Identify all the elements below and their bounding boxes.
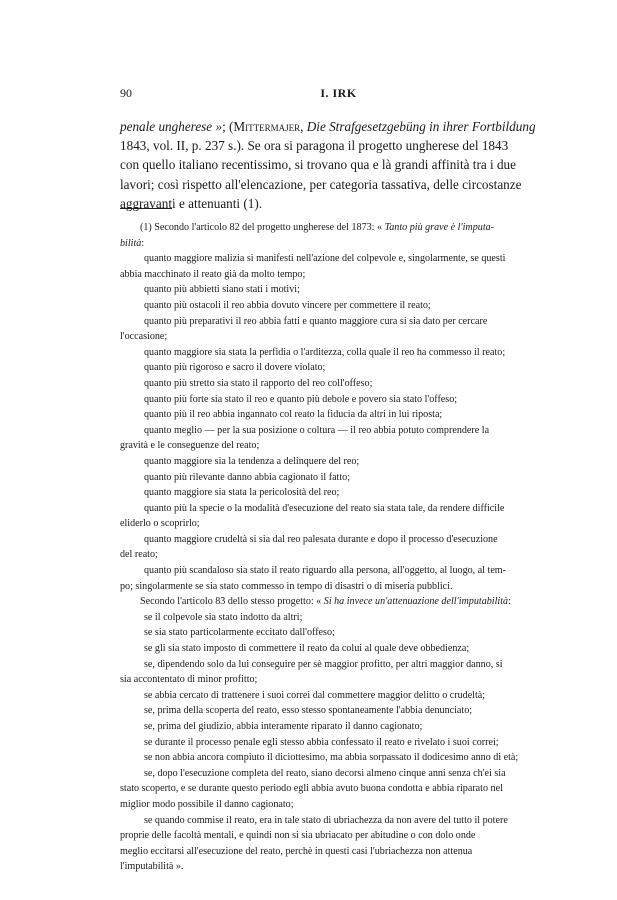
- body-line: [120, 117, 557, 136]
- footnote-line: quanto più rigoroso e sacro il dovere violato;: [144, 362, 326, 374]
- page-header: [120, 86, 557, 104]
- footnote-quote: Si ha invece un'attenuazione dell'imputabilità: [323, 596, 509, 608]
- footnote-line: proprie delle facoltà mentali, e quindi non si sia ubriacato per abitudine o con dolo onde: [120, 830, 476, 842]
- body-text-fragment: ; (: [222, 119, 234, 134]
- footnote-text: Secondo l'articolo 83 dello stesso progetto: «: [140, 596, 324, 608]
- body-paragraph: [120, 117, 557, 213]
- footnote-line: quanto più rilevante danno abbia cagionato il fatto;: [144, 471, 351, 483]
- footnote-line: quanto più abbietti siano stati i motivi;: [144, 284, 300, 296]
- footnote-line: se abbia cercato di trattenere i suoi correi dal commettere maggior delitto o crudeltà;: [144, 689, 486, 701]
- footnote-line: se, prima del giudizio, abbia interamente riparato il danno cagionato;: [144, 721, 423, 732]
- book-title: Die Strafgesetzgebüng in ihrer Fortbildung: [306, 119, 536, 134]
- body-line: con quello italiano recentissimo, si trovano qua e là grandi affinità tra i due: [120, 157, 516, 173]
- footnote-line: quanto più preparativi il reo abbia fatti e quanto maggiore cura si sia dato per cercare: [144, 315, 488, 327]
- footnote-text: (1) Secondo l'articolo 82 del progetto ungherese del 1873: «: [140, 222, 385, 233]
- footnote-line: [120, 594, 557, 610]
- footnote-line: del reato;: [120, 549, 158, 561]
- footnote-line: eliderlo o scoprirlo;: [120, 518, 200, 530]
- footnote-line: se il colpevole sia stato indotto da altri;: [144, 611, 303, 623]
- page-number: 90: [120, 86, 132, 100]
- footnote-line: quanto più ostacoli il reo abbia dovuto vincere per commettere il reato;: [144, 299, 431, 311]
- footnote-line: l'imputabilità ».: [120, 861, 184, 873]
- body-line: 1843, vol. II, p. 237 s.). Se ora si paragona il progetto ungherese del 1843: [120, 138, 509, 154]
- footnote-line: [120, 236, 557, 252]
- body-text-fragment: ,: [300, 119, 307, 134]
- footnote-line: quanto maggiore sia la tendenza a delinquere del reo;: [144, 455, 360, 467]
- footnote-quote: bilità: [120, 237, 142, 249]
- footnote-line: miglior modo possibile il danno cagionato;: [120, 798, 294, 810]
- footnote-line: quanto più il reo abbia ingannato col reato la fiducia da altri in lui riposta;: [144, 409, 443, 421]
- body-italic-quote: penale ungherese »: [120, 119, 223, 134]
- footnote-line: abbia macchinato il reato già da molto tempo;: [120, 268, 306, 280]
- footnote-line: se, dipendendo solo da lui conseguire per sè maggior profitto, per altri maggior danno, si: [144, 658, 503, 670]
- body-line: lavori; così rispetto all'elencazione, per categoria tassativa, delle circostanze: [120, 176, 522, 192]
- footnote-line: sia accontentato di minor profitto;: [120, 674, 258, 686]
- footnote-separator: [120, 208, 172, 209]
- footnote-line: se durante il processo penale egli stesso abbia confessato il reato e rivelato i suoi correi;: [144, 736, 499, 748]
- footnote-line: quanto più la specie o la modalità d'esecuzione del reato sia stata tale, da rendere difficile: [144, 502, 505, 514]
- footnote-line: se gli sia stato imposto di commettere il reato da colui al quale deve obbedienza;: [144, 643, 470, 655]
- footnote-line: quanto maggiore sia stata la pericolosità del reo;: [144, 487, 340, 499]
- footnote-text: :: [141, 237, 145, 249]
- footnote-line: quanto più stretto sia stato il rapporto del reo coll'offeso;: [144, 377, 373, 389]
- footnote-line: quanto maggiore sia stata la perfidia o l'arditezza, colla quale il reo ha commesso il reato;: [144, 346, 506, 358]
- footnote-quote: Tanto più grave è l'imputa-: [384, 222, 495, 233]
- footnote-line: meglio eccitarsi all'esecuzione del reato, perchè in questi casi l'ubriachezza non attenua: [120, 845, 473, 857]
- footnote-line: se quando commise il reato, era in tale stato di ubriachezza da non avere del tutto il potere: [144, 814, 508, 826]
- footnote-line: quanto maggiore crudeltà si sia dal reo palesata durante e dopo il processo d'esecuzione: [144, 533, 498, 545]
- footnote-line: se, prima della scoperta del reato, esso stesso spontaneamente l'abbia denunciato;: [144, 705, 473, 717]
- running-head: I. IRK: [320, 86, 357, 100]
- footnote-line: l'occasione;: [120, 331, 168, 343]
- author-name: Mittermajer: [233, 119, 301, 134]
- footnote-line: stato scoperto, e se durante questo periodo egli abbia avuto buona condotta e abbia riparato nel: [120, 783, 503, 795]
- footnote-line: quanto più forte sia stato il reo e quanto più debole e povero sia stato l'offeso;: [144, 393, 458, 405]
- footnote-line: quanto più scandaloso sia stato il reato riguardo alla persona, all'oggetto, al luogo, al tem-: [144, 565, 507, 577]
- footnote-line: quanto meglio — per la sua posizione o coltura — il reo abbia potuto comprendere la: [144, 424, 490, 436]
- footnote-line: po; singolarmente se sia stato commesso in tempo di disastri o di miseria pubblici.: [120, 580, 453, 592]
- footnote-line: se non abbia ancora compiuto il diciottesimo, ma abbia sorpassato il dodicesimo anno di età;: [144, 752, 519, 764]
- footnote-line: quanto maggiore malizia si manifesti nell'azione del colpevole e, singolarmente, se questi: [144, 253, 506, 265]
- footnote-line: [120, 220, 557, 236]
- footnote-line: se sia stato particolarmente eccitato dall'offeso;: [144, 627, 335, 639]
- footnote-line: gravità e le conseguenze del reato;: [120, 440, 260, 452]
- footnote-text: :: [508, 596, 511, 608]
- footnote-line: se, dopo l'esecuzione completa del reato, siano decorsi almeno cinque anni senza ch'ei sia: [144, 767, 506, 779]
- footnote: [120, 220, 557, 875]
- body-line: aggravanti e attenuanti (1).: [120, 195, 263, 211]
